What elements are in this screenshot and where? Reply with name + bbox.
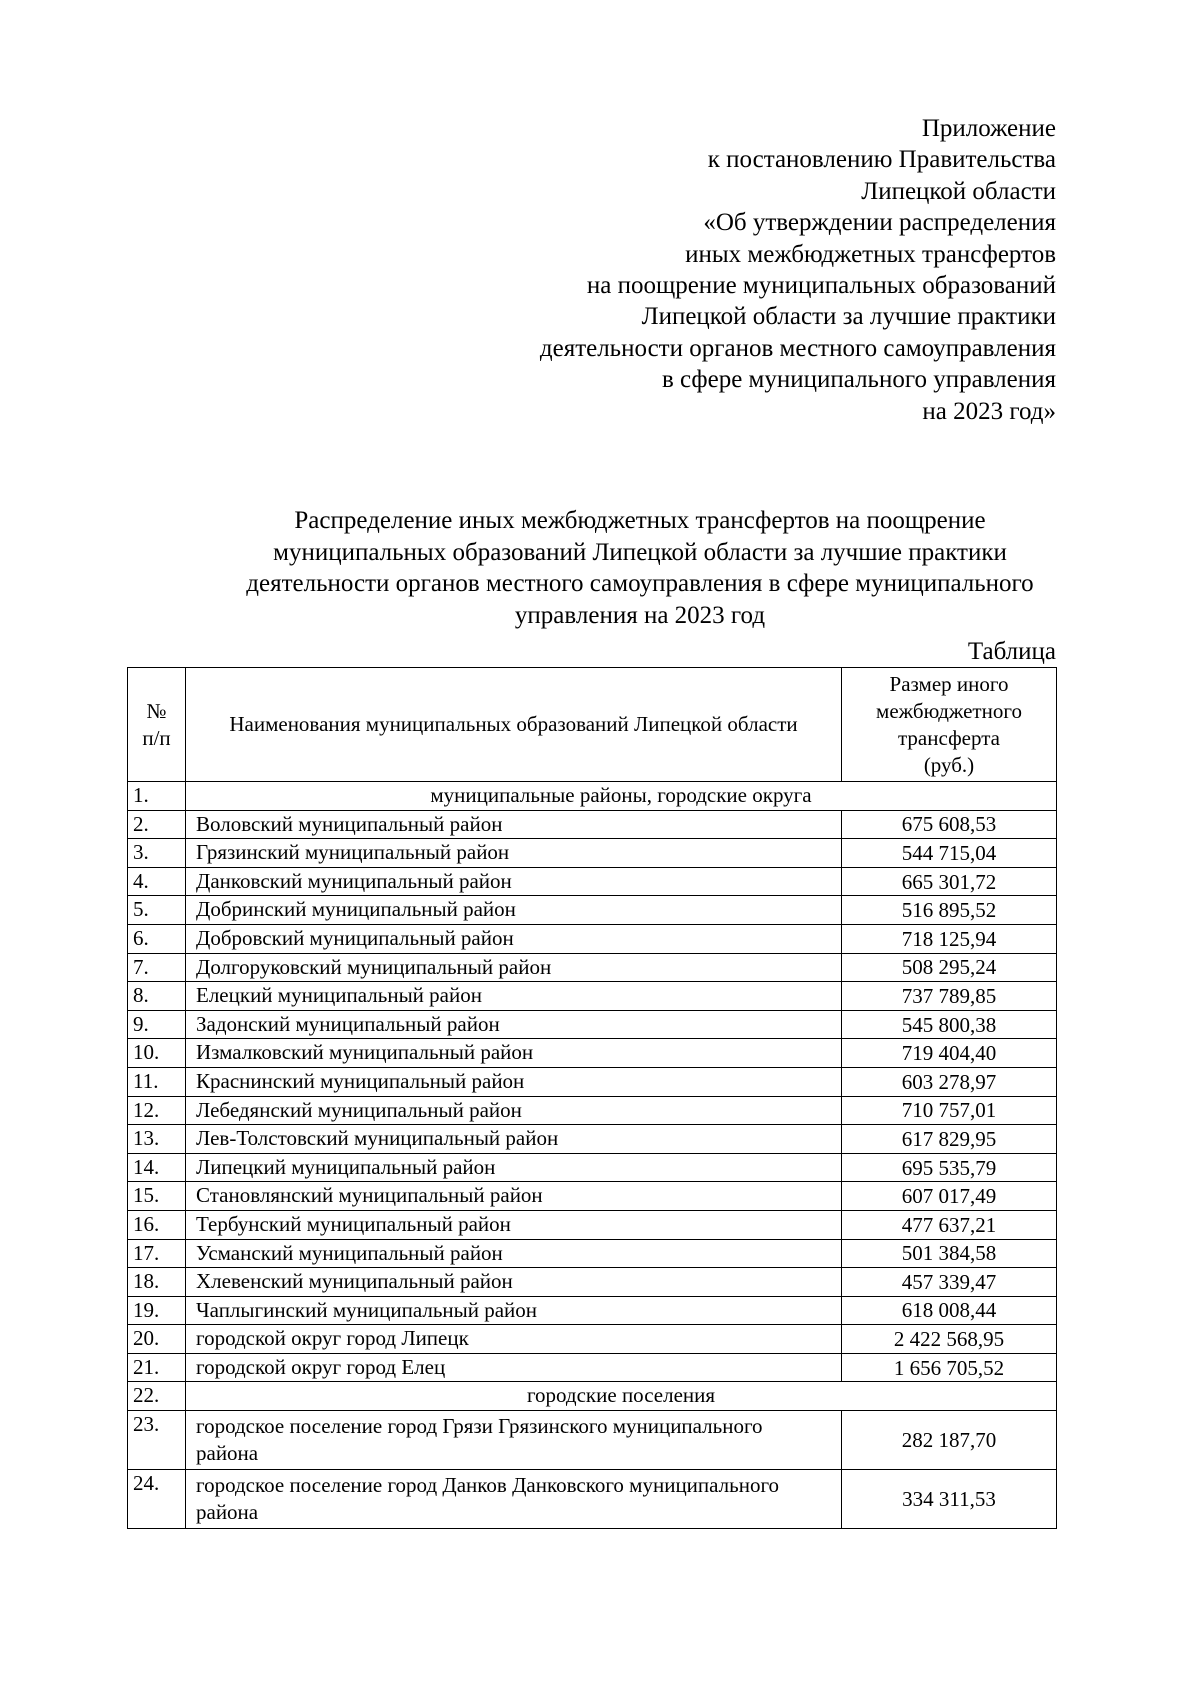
municipality-name: городской округ город Елец [186, 1353, 842, 1382]
appendix-line: «Об утверждении распределения [703, 209, 1056, 237]
header-amount-line: межбюджетного [876, 698, 1022, 723]
table-body [128, 782, 1057, 1529]
municipality-name: Усманский муниципальный район [186, 1239, 842, 1268]
municipality-name: Краснинский муниципальный район [186, 1067, 842, 1096]
transfer-amount: 718 125,94 [842, 924, 1057, 953]
transfer-amount: 737 789,85 [842, 982, 1057, 1011]
section-row [128, 1382, 1057, 1411]
municipality-name: Долгоруковский муниципальный район [186, 953, 842, 982]
table-label: Таблица [967, 638, 1056, 665]
appendix-block [540, 113, 1056, 427]
table-row [128, 1096, 1057, 1125]
row-number: 15. [128, 1182, 186, 1211]
row-number: 19. [128, 1296, 186, 1325]
row-number: 12. [128, 1096, 186, 1125]
table-row [128, 924, 1057, 953]
transfer-amount: 719 404,40 [842, 1039, 1057, 1068]
row-number: 1. [128, 782, 186, 811]
row-number: 20. [128, 1325, 186, 1354]
header-amount [842, 668, 1057, 782]
municipality-name: Липецкий муниципальный район [186, 1153, 842, 1182]
transfer-amount: 618 008,44 [842, 1296, 1057, 1325]
municipality-name: Лев-Толстовский муниципальный район [186, 1125, 842, 1154]
header-num-line: п/п [142, 725, 171, 750]
table-row [128, 867, 1057, 896]
appendix-line: на 2023 год» [922, 397, 1056, 425]
row-number: 24. [128, 1470, 186, 1529]
table-row [128, 1039, 1057, 1068]
row-number: 21. [128, 1353, 186, 1382]
municipality-name [186, 1411, 842, 1470]
header-amount-line: Размер иного [889, 671, 1009, 696]
row-number: 16. [128, 1210, 186, 1239]
table-row [128, 1353, 1057, 1382]
appendix-line: иных межбюджетных трансфертов [685, 240, 1056, 268]
municipality-name: Добровский муниципальный район [186, 924, 842, 953]
table-header [128, 668, 1057, 782]
heading-line: муниципальных образований Липецкой области за лучшие практики [273, 538, 1007, 566]
table-row [128, 1296, 1057, 1325]
row-number: 18. [128, 1268, 186, 1297]
appendix-line: в сфере муниципального управления [661, 366, 1056, 394]
header-amount-line: (руб.) [923, 752, 975, 777]
transfers-table [127, 667, 1057, 1529]
table-row [128, 896, 1057, 925]
municipality-name-line: района [196, 1500, 259, 1525]
appendix-line: к постановлению Правительства [707, 146, 1056, 174]
row-number: 14. [128, 1153, 186, 1182]
table-row [128, 1239, 1057, 1268]
transfer-amount: 603 278,97 [842, 1067, 1057, 1096]
row-number: 6. [128, 924, 186, 953]
municipality-name: Тербунский муниципальный район [186, 1210, 842, 1239]
row-number: 10. [128, 1039, 186, 1068]
table-row [128, 1125, 1057, 1154]
municipality-name: Грязинский муниципальный район [186, 839, 842, 868]
transfer-amount: 1 656 705,52 [842, 1353, 1057, 1382]
row-number: 9. [128, 1010, 186, 1039]
transfer-amount: 508 295,24 [842, 953, 1057, 982]
appendix-line: деятельности органов местного самоуправления [539, 334, 1056, 362]
row-number: 5. [128, 896, 186, 925]
row-number: 23. [128, 1411, 186, 1470]
table-row [128, 839, 1057, 868]
header-num [128, 668, 186, 782]
municipality-name: Задонский муниципальный район [186, 1010, 842, 1039]
municipality-name: Чаплыгинский муниципальный район [186, 1296, 842, 1325]
heading-line: Распределение иных межбюджетных трансфертов на поощрение [294, 507, 986, 534]
section-title: городские поселения [186, 1382, 1057, 1411]
row-number: 17. [128, 1239, 186, 1268]
heading-line: деятельности органов местного самоуправления в сфере муниципального [246, 570, 1034, 597]
municipality-name: Становлянский муниципальный район [186, 1182, 842, 1211]
municipality-name: городской округ город Липецк [186, 1325, 842, 1354]
transfer-amount: 710 757,01 [842, 1096, 1057, 1125]
header-row [128, 668, 1057, 782]
municipality-name: Лебедянский муниципальный район [186, 1096, 842, 1125]
municipality-name-line: городское поселение город Грязи Грязинского муниципального [196, 1414, 763, 1439]
appendix-line: на поощрение муниципальных образований [586, 272, 1056, 300]
header-num-line: № [146, 698, 167, 723]
municipality-name: Воловский муниципальный район [186, 810, 842, 839]
document-heading [120, 505, 1160, 631]
row-number: 11. [128, 1067, 186, 1096]
transfer-amount: 334 311,53 [842, 1470, 1057, 1529]
municipality-name [186, 1470, 842, 1529]
table-row [128, 1010, 1057, 1039]
transfer-amount: 282 187,70 [842, 1411, 1057, 1470]
row-number: 4. [128, 867, 186, 896]
transfer-amount: 457 339,47 [842, 1268, 1057, 1297]
heading-line: управления на 2023 год [514, 601, 766, 629]
row-number: 8. [128, 982, 186, 1011]
table-row [128, 1182, 1057, 1211]
row-number: 13. [128, 1125, 186, 1154]
municipality-name-line: городское поселение город Данков Данковского муниципального [196, 1473, 780, 1498]
appendix-line: Липецкой области [861, 177, 1056, 205]
table-row [128, 1067, 1057, 1096]
table-row [128, 1325, 1057, 1354]
appendix-line: Приложение [921, 115, 1056, 142]
table-row [128, 1210, 1057, 1239]
table-row [128, 982, 1057, 1011]
section-title: муниципальные районы, городские округа [186, 782, 1057, 811]
transfer-amount: 695 535,79 [842, 1153, 1057, 1182]
section-row [128, 782, 1057, 811]
transfer-amount: 516 895,52 [842, 896, 1057, 925]
transfer-amount: 2 422 568,95 [842, 1325, 1057, 1354]
transfer-amount: 675 608,53 [842, 810, 1057, 839]
municipality-name: Измалковский муниципальный район [186, 1039, 842, 1068]
table-row [128, 1153, 1057, 1182]
table-row [128, 1470, 1057, 1529]
municipality-name: Елецкий муниципальный район [186, 982, 842, 1011]
transfer-amount: 607 017,49 [842, 1182, 1057, 1211]
municipality-name: Добринский муниципальный район [186, 896, 842, 925]
transfer-amount: 477 637,21 [842, 1210, 1057, 1239]
header-name: Наименования муниципальных образований Липецкой области [186, 668, 842, 782]
table-row [128, 1411, 1057, 1470]
table-row [128, 810, 1057, 839]
transfer-amount: 617 829,95 [842, 1125, 1057, 1154]
transfer-amount: 544 715,04 [842, 839, 1057, 868]
transfer-amount: 545 800,38 [842, 1010, 1057, 1039]
appendix-line: Липецкой области за лучшие практики [641, 303, 1056, 331]
header-amount-line: трансферта [898, 725, 1000, 750]
municipality-name: Данковский муниципальный район [186, 867, 842, 896]
table-row [128, 953, 1057, 982]
municipality-name-line: района [196, 1441, 259, 1466]
municipality-name: Хлевенский муниципальный район [186, 1268, 842, 1297]
transfer-amount: 665 301,72 [842, 867, 1057, 896]
row-number: 2. [128, 810, 186, 839]
transfer-amount: 501 384,58 [842, 1239, 1057, 1268]
row-number: 7. [128, 953, 186, 982]
table-row [128, 1268, 1057, 1297]
row-number: 3. [128, 839, 186, 868]
row-number: 22. [128, 1382, 186, 1411]
